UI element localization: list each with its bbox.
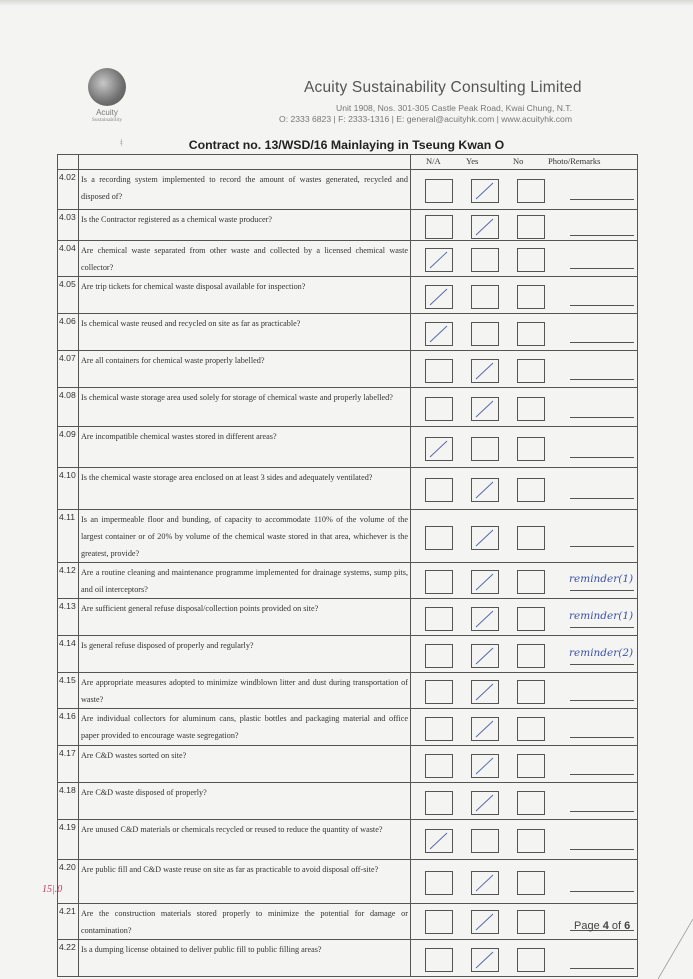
- checkbox-no[interactable]: [517, 717, 545, 741]
- checklist-row: [58, 599, 638, 636]
- checkbox-no[interactable]: [517, 285, 545, 309]
- remarks-line[interactable]: [570, 664, 634, 665]
- item-question: Is the chemical waste storage area enclosed on at least 3 sides and adequately ventilated?: [79, 468, 411, 510]
- item-number: 4.17: [58, 746, 79, 783]
- checkbox-yes[interactable]: [471, 644, 499, 668]
- header-remarks: Photo/Remarks: [548, 156, 601, 166]
- item-number: 4.13: [58, 599, 79, 636]
- item-answers: [411, 210, 638, 241]
- checklist-row: [58, 904, 638, 940]
- handwritten-remark: reminder(1): [569, 610, 634, 622]
- contact-line: O: 2333 6823 | F: 2333-1316 | E: general@acuityhk.com | www.acuityhk.com: [279, 114, 572, 124]
- item-answers: [411, 468, 638, 510]
- logo-mark: [88, 68, 126, 106]
- tick-mark-icon: [472, 949, 498, 971]
- checkbox-no[interactable]: [517, 526, 545, 550]
- page-total: 6: [624, 920, 631, 932]
- checklist-row: [58, 940, 638, 977]
- item-number: 4.15: [58, 673, 79, 709]
- logo-text: Acuity: [96, 108, 118, 117]
- item-question: Are public fill and C&D waste reuse on site as far as practicable to avoid disposal off-site?: [79, 860, 411, 904]
- tick-mark-icon: [472, 681, 498, 703]
- item-question: Are a routine cleaning and maintenance programme implemented for drainage systems, sump pits, and oil interceptors?: [79, 563, 411, 599]
- item-answers: [411, 673, 638, 709]
- item-number: 4.18: [58, 783, 79, 820]
- item-answers: [411, 277, 638, 314]
- tick-mark-icon: [472, 911, 498, 933]
- logo-subtext: Sustainability: [91, 117, 123, 123]
- checkbox-na[interactable]: [425, 526, 453, 550]
- item-answers: [411, 746, 638, 783]
- checkbox-yes[interactable]: [471, 285, 499, 309]
- checklist-row: [58, 351, 638, 388]
- checkbox-na[interactable]: [425, 910, 453, 934]
- item-answers: [411, 599, 638, 636]
- tick-mark-icon: [472, 571, 498, 593]
- checkbox-na[interactable]: [425, 644, 453, 668]
- header-na: N/A: [426, 156, 441, 166]
- header-no: [58, 155, 79, 170]
- checkbox-no[interactable]: [517, 910, 545, 934]
- item-number: 4.04: [58, 241, 79, 277]
- remarks-line[interactable]: [570, 342, 634, 343]
- item-number: 4.06: [58, 314, 79, 351]
- checkbox-na[interactable]: [425, 871, 453, 895]
- item-answers: [411, 783, 638, 820]
- remarks-line[interactable]: [570, 700, 634, 701]
- checkbox-no[interactable]: [517, 215, 545, 239]
- remarks-line[interactable]: [570, 891, 634, 892]
- page-of: of: [608, 920, 625, 932]
- checkbox-no[interactable]: [517, 570, 545, 594]
- checklist-row: [58, 673, 638, 709]
- item-answers: [411, 427, 638, 468]
- checkbox-na[interactable]: [425, 179, 453, 203]
- item-question: Is chemical waste reused and recycled on site as far as practicable?: [79, 314, 411, 351]
- item-question: Is an impermeable floor and bunding, of capacity to accommodate 110% of the volume of the largest container or of 20% by volume of the chemical waste stored in that area, whichever is the greatest, provide?: [79, 510, 411, 563]
- item-answers: [411, 940, 638, 977]
- item-number: 4.11: [58, 510, 79, 563]
- item-question: Is a dumping license obtained to deliver public fill to public filling areas?: [79, 940, 411, 977]
- item-question: Are incompatible chemical wastes stored in different areas?: [79, 427, 411, 468]
- handwritten-note: 15|.0: [42, 884, 63, 895]
- tick-mark-icon: [472, 398, 498, 420]
- checkbox-no[interactable]: [517, 248, 545, 272]
- checkbox-yes[interactable]: [471, 910, 499, 934]
- header-no-col: No: [513, 156, 524, 166]
- tick-mark-icon: [426, 286, 452, 308]
- item-number: 4.10: [58, 468, 79, 510]
- checkbox-yes[interactable]: [471, 570, 499, 594]
- checkbox-na[interactable]: [425, 437, 453, 461]
- checkbox-yes[interactable]: [471, 322, 499, 346]
- item-question: Are trip tickets for chemical waste disposal available for inspection?: [79, 277, 411, 314]
- checkbox-na[interactable]: [425, 791, 453, 815]
- scan-edge: [0, 0, 693, 6]
- checkbox-yes[interactable]: [471, 526, 499, 550]
- checkbox-yes[interactable]: [471, 179, 499, 203]
- item-question: Are C&D wastes sorted on site?: [79, 746, 411, 783]
- checkbox-no[interactable]: [517, 359, 545, 383]
- checklist-row: [58, 636, 638, 673]
- checkbox-yes[interactable]: [471, 437, 499, 461]
- item-number: 4.12: [58, 563, 79, 599]
- item-answers: [411, 709, 638, 746]
- tick-mark-icon: [472, 360, 498, 382]
- checkbox-no[interactable]: [517, 322, 545, 346]
- remarks-line[interactable]: [570, 590, 634, 591]
- header-yes: Yes: [466, 156, 479, 166]
- checkbox-no[interactable]: [517, 871, 545, 895]
- remarks-line[interactable]: [570, 268, 634, 269]
- checklist-row: [58, 709, 638, 746]
- checkbox-na[interactable]: [425, 607, 453, 631]
- tick-mark-icon: [426, 438, 452, 460]
- item-question: Are the construction materials stored properly to minimize the potential for damage or contamination?: [79, 904, 411, 940]
- item-answers: [411, 388, 638, 427]
- checkbox-no[interactable]: [517, 948, 545, 972]
- checkbox-yes[interactable]: [471, 754, 499, 778]
- page-current: 4: [602, 920, 609, 932]
- item-answers: [411, 563, 638, 599]
- remarks-line[interactable]: [570, 737, 634, 738]
- remarks-line[interactable]: [570, 457, 634, 458]
- item-question: Is chemical waste storage area used solely for storage of chemical waste and properly labelled?: [79, 388, 411, 427]
- tick-mark-icon: [472, 645, 498, 667]
- checkbox-no[interactable]: [517, 829, 545, 853]
- item-answers: [411, 860, 638, 904]
- checkbox-na[interactable]: [425, 285, 453, 309]
- checklist-table: [57, 154, 638, 977]
- checkbox-na[interactable]: [425, 215, 453, 239]
- checkbox-yes[interactable]: [471, 397, 499, 421]
- tick-mark-icon: [472, 479, 498, 501]
- item-answers: [411, 510, 638, 563]
- checkbox-yes[interactable]: [471, 871, 499, 895]
- remarks-line[interactable]: [570, 305, 634, 306]
- item-number: 4.14: [58, 636, 79, 673]
- company-address: [0, 103, 572, 125]
- checkbox-no[interactable]: [517, 791, 545, 815]
- checkbox-na[interactable]: [425, 478, 453, 502]
- checkbox-na[interactable]: [425, 680, 453, 704]
- item-number: 4.19: [58, 820, 79, 860]
- item-question: Are unused C&D materials or chemicals recycled or reused to reduce the quantity of waste?: [79, 820, 411, 860]
- checkbox-yes[interactable]: [471, 478, 499, 502]
- checkbox-yes[interactable]: [471, 680, 499, 704]
- tick-mark-icon: [472, 180, 498, 202]
- page-prefix: Page: [574, 920, 603, 932]
- checkbox-no[interactable]: [517, 607, 545, 631]
- checkbox-na[interactable]: [425, 829, 453, 853]
- remarks-line[interactable]: [570, 199, 634, 200]
- item-question: Are all containers for chemical waste properly labelled?: [79, 351, 411, 388]
- checklist-row: [58, 820, 638, 860]
- remarks-line[interactable]: [570, 498, 634, 499]
- header-question: [79, 155, 411, 170]
- checkbox-yes[interactable]: [471, 215, 499, 239]
- checkbox-na[interactable]: [425, 570, 453, 594]
- company-name: Acuity Sustainability Consulting Limited: [304, 79, 582, 96]
- item-question: Are chemical waste separated from other waste and collected by a licensed chemical waste collector?: [79, 241, 411, 277]
- checklist-row: [58, 746, 638, 783]
- tick-mark-icon: [472, 216, 498, 238]
- page-number: [574, 920, 630, 932]
- checkbox-na[interactable]: [425, 359, 453, 383]
- item-number: 4.03: [58, 210, 79, 241]
- item-number: 4.08: [58, 388, 79, 427]
- checkbox-yes[interactable]: [471, 607, 499, 631]
- address-line: Unit 1908, Nos. 301-305 Castle Peak Road, Kwai Chung, N.T.: [336, 103, 572, 113]
- remarks-line[interactable]: [570, 849, 634, 850]
- checkbox-yes[interactable]: [471, 829, 499, 853]
- checkbox-yes[interactable]: [471, 248, 499, 272]
- remarks-line[interactable]: [570, 417, 634, 418]
- tick-mark-icon: [426, 323, 452, 345]
- item-number: 4.09: [58, 427, 79, 468]
- checkbox-no[interactable]: [517, 754, 545, 778]
- checklist-row: [58, 860, 638, 904]
- checkbox-yes[interactable]: [471, 717, 499, 741]
- checkbox-na[interactable]: [425, 248, 453, 272]
- item-number: 4.22: [58, 940, 79, 977]
- item-question: Is general refuse disposed of properly and regularly?: [79, 636, 411, 673]
- handwritten-remark: reminder(2): [569, 647, 634, 659]
- remarks-line[interactable]: [570, 546, 634, 547]
- checklist-row: [58, 210, 638, 241]
- item-answers: [411, 170, 638, 210]
- item-answers: [411, 241, 638, 277]
- checkbox-no[interactable]: [517, 179, 545, 203]
- tick-mark-icon: [472, 872, 498, 894]
- checkbox-na[interactable]: [425, 397, 453, 421]
- checkbox-no[interactable]: [517, 397, 545, 421]
- item-question: Are individual collectors for aluminum cans, plastic bottles and packaging material and office paper provided to encourage waste segregation?: [79, 709, 411, 746]
- remarks-line[interactable]: [570, 235, 634, 236]
- tick-mark-icon: [472, 755, 498, 777]
- remarks-line[interactable]: [570, 968, 634, 969]
- checklist-row: [58, 427, 638, 468]
- checkbox-na[interactable]: [425, 754, 453, 778]
- checkbox-yes[interactable]: [471, 948, 499, 972]
- checkbox-yes[interactable]: [471, 359, 499, 383]
- checkbox-no[interactable]: [517, 644, 545, 668]
- contract-title: Contract no. 13/WSD/16 Mainlaying in Tseung Kwan O: [188, 138, 505, 152]
- item-number: 4.02: [58, 170, 79, 210]
- checklist-row: [58, 510, 638, 563]
- item-answers: [411, 820, 638, 860]
- item-number: 4.05: [58, 277, 79, 314]
- handwritten-remark: reminder(1): [569, 573, 634, 585]
- checkbox-yes[interactable]: [471, 791, 499, 815]
- checkbox-no[interactable]: [517, 478, 545, 502]
- checklist-row: [58, 468, 638, 510]
- page-corner-fold: [653, 919, 693, 979]
- remarks-line[interactable]: [570, 774, 634, 775]
- tick-mark-icon: [426, 249, 452, 271]
- item-number: 4.20: [58, 860, 79, 904]
- remarks-line[interactable]: [570, 811, 634, 812]
- checklist-row: [58, 277, 638, 314]
- item-answers: [411, 314, 638, 351]
- table-header-row: [58, 155, 638, 170]
- item-question: Are C&D waste disposed of properly?: [79, 783, 411, 820]
- tick-mark-icon: [472, 792, 498, 814]
- item-question: Are sufficient general refuse disposal/collection points provided on site?: [79, 599, 411, 636]
- item-question: Is a recording system implemented to record the amount of wastes generated, recycled and disposed of?: [79, 170, 411, 210]
- item-number: 4.07: [58, 351, 79, 388]
- remarks-line[interactable]: [570, 627, 634, 628]
- tick-mark-icon: [472, 608, 498, 630]
- checkbox-na[interactable]: [425, 948, 453, 972]
- checkbox-na[interactable]: [425, 717, 453, 741]
- tick-mark-icon: [472, 527, 498, 549]
- checklist-row: [58, 314, 638, 351]
- checklist-row: [58, 241, 638, 277]
- header-answers: [411, 155, 638, 170]
- tick-mark-icon: [472, 718, 498, 740]
- item-number: 4.21: [58, 904, 79, 940]
- checklist-row: [58, 563, 638, 599]
- item-question: Are appropriate measures adopted to minimize windblown litter and dust during transportation of waste?: [79, 673, 411, 709]
- checkbox-no[interactable]: [517, 437, 545, 461]
- checkbox-na[interactable]: [425, 322, 453, 346]
- checklist-row: [58, 783, 638, 820]
- checkbox-no[interactable]: [517, 680, 545, 704]
- tick-mark-icon: [426, 830, 452, 852]
- item-answers: [411, 351, 638, 388]
- pin-mark-icon: ǂ: [120, 138, 123, 149]
- checklist-row: [58, 170, 638, 210]
- item-number: 4.16: [58, 709, 79, 746]
- item-question: Is the Contractor registered as a chemical waste producer?: [79, 210, 411, 241]
- remarks-line[interactable]: [570, 379, 634, 380]
- checklist-row: [58, 388, 638, 427]
- item-answers: [411, 636, 638, 673]
